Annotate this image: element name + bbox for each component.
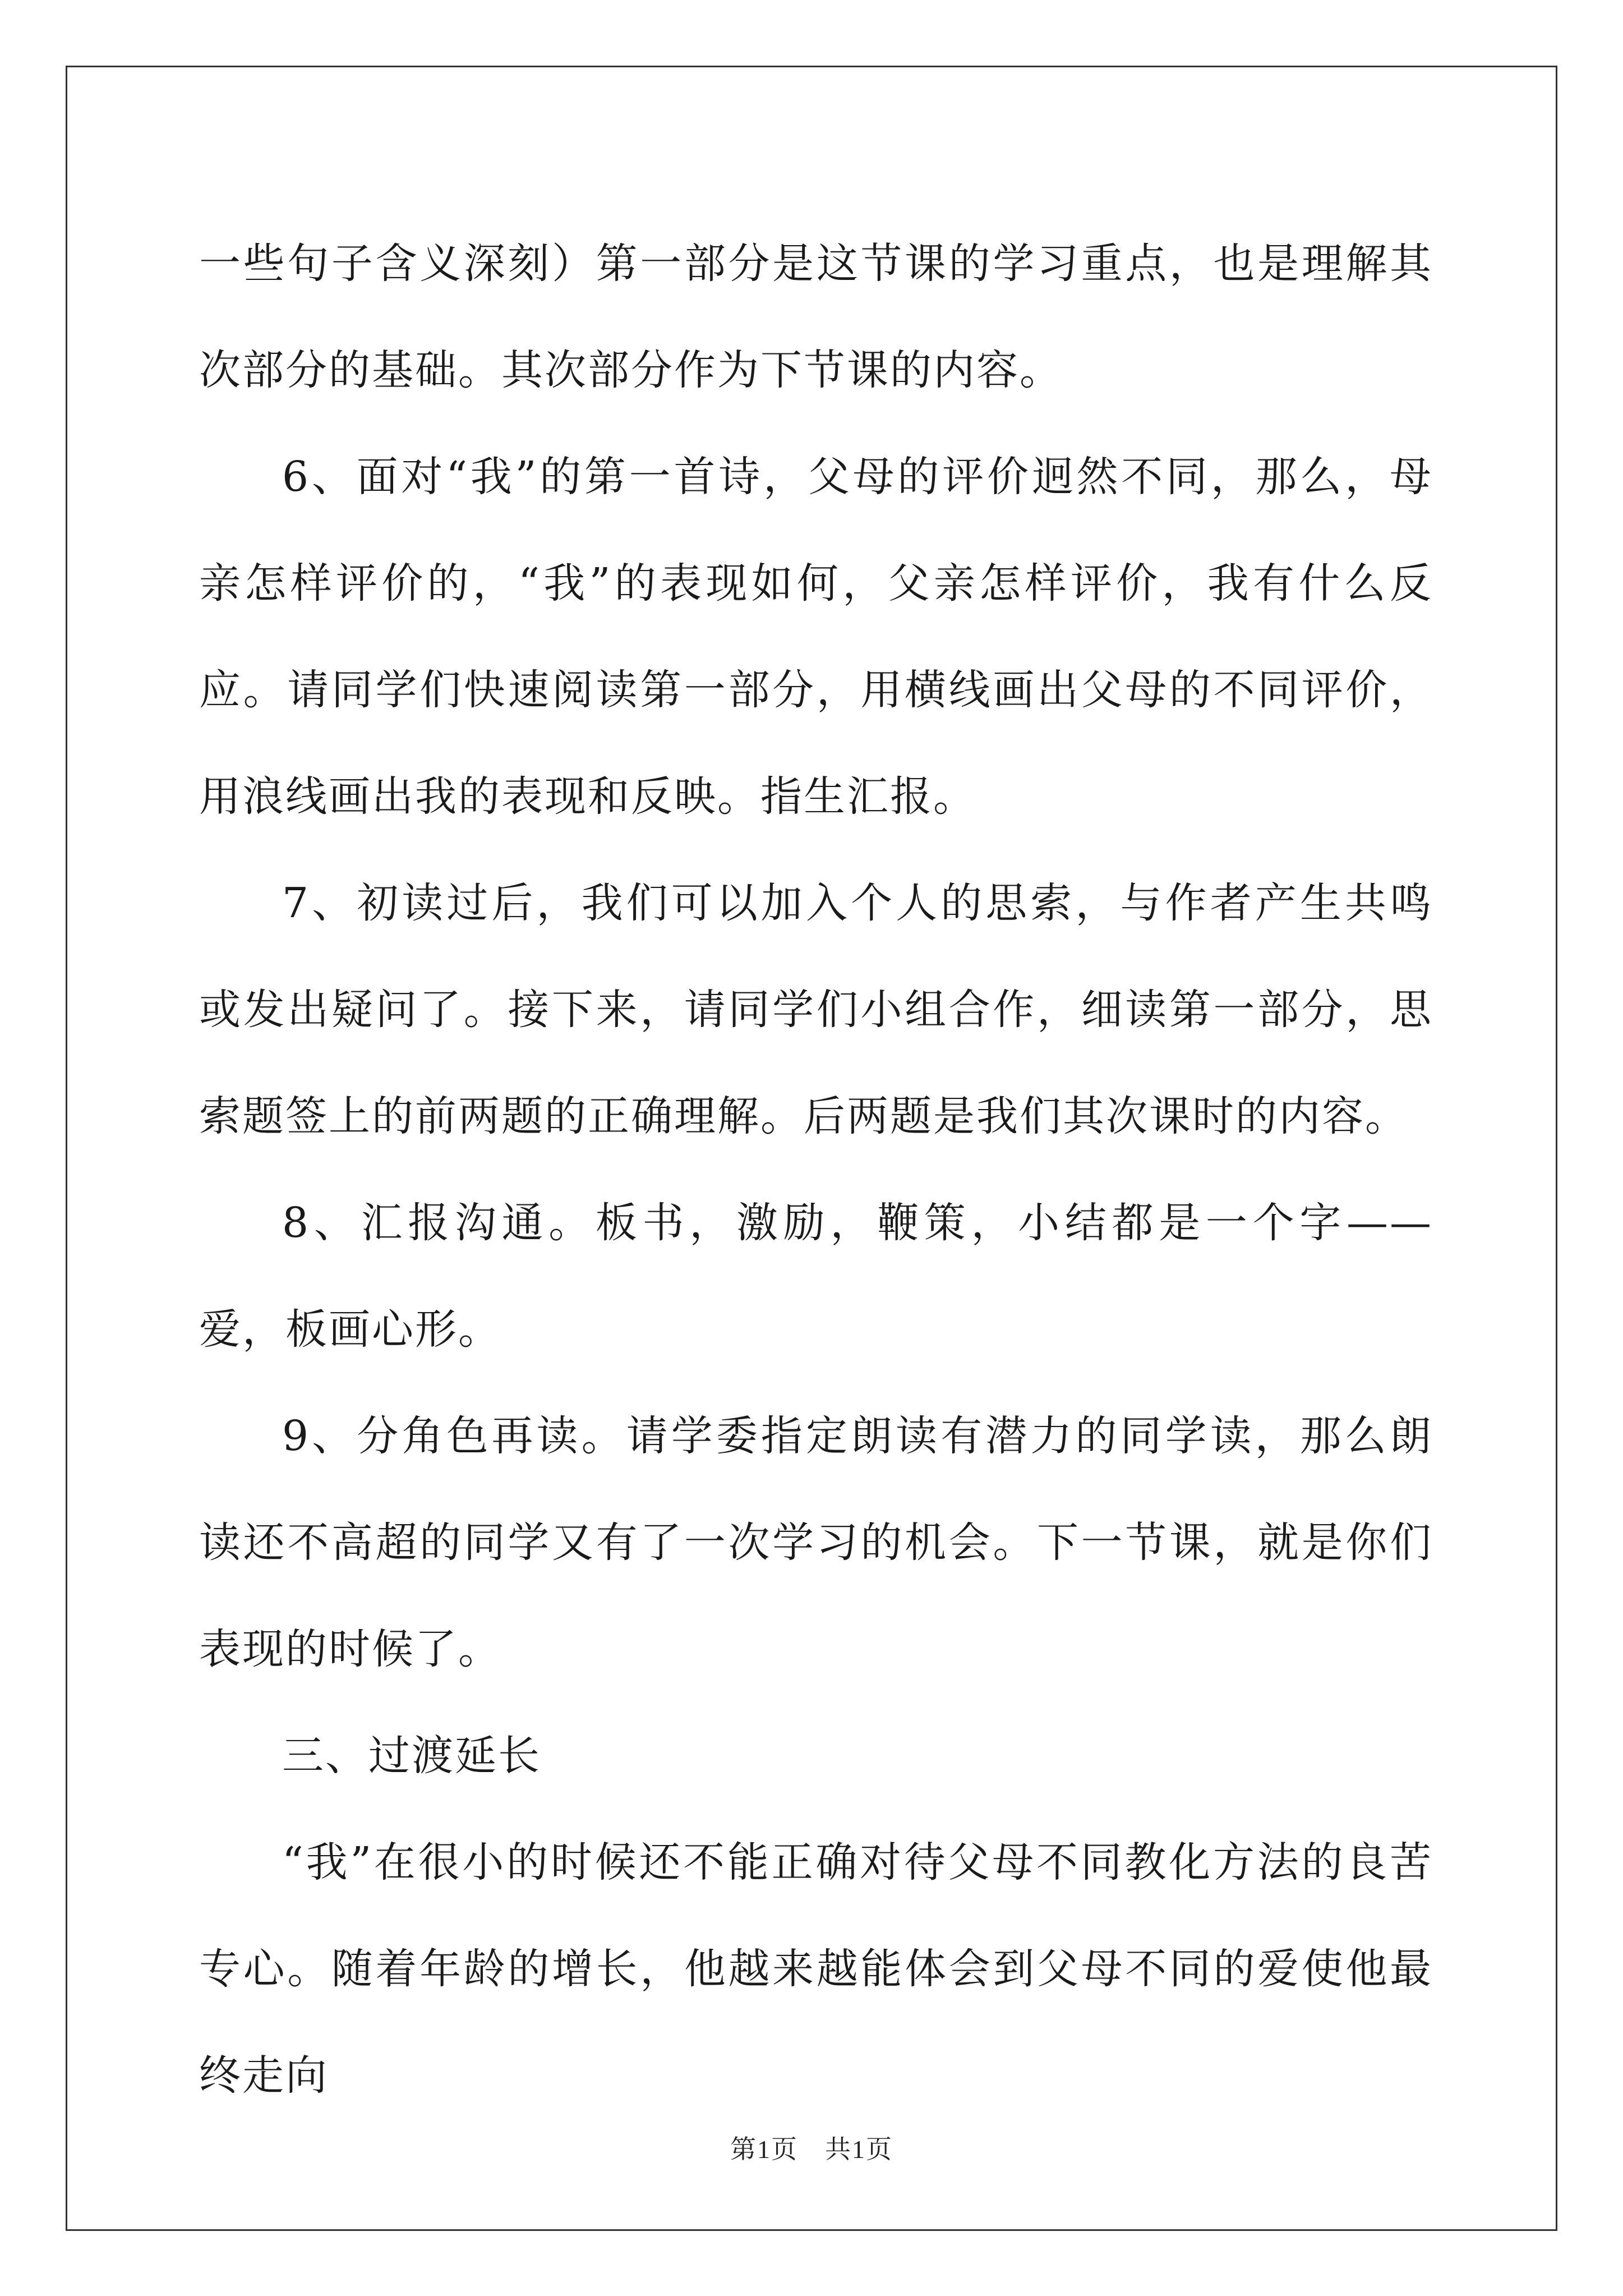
page-footer: 第1页 共1页 <box>730 2135 893 2164</box>
paragraph-item-9: 9、分角色再读。请学委指定朗读有潜力的同学读，那么朗读还不高超的同学又有了一次学习的机会。下一节课，就是你们表现的时候了。 <box>199 1412 1433 1673</box>
section-heading-transition: 三、过渡延长 <box>282 1732 541 1780</box>
document-body <box>199 210 1433 2129</box>
paragraph-transition-body: “我”在很小的时候还不能正确对待父母不同教化方法的良苦专心。随着年龄的增长，他越来越能体会到父母不同的爱使他最终走向 <box>199 1838 1433 2100</box>
paragraph-item-8: 8、汇报沟通。板书，激励，鞭策，小结都是一个字——爱，板画心形。 <box>199 1199 1433 1354</box>
paragraph-item-7: 7、初读过后，我们可以加入个人的思索，与作者产生共鸣或发出疑问了。接下来，请同学们小组合作，细读第一部分，思索题签上的前两题的正确理解。后两题是我们其次课时的内容。 <box>199 879 1433 1140</box>
paragraph-continuation: 一些句子含义深刻）第一部分是这节课的学习重点，也是理解其次部分的基础。其次部分作为下节课的内容。 <box>199 240 1433 394</box>
paragraph-item-6: 6、面对“我”的第一首诗，父母的评价迥然不同，那么，母亲怎样评价的，“我”的表现如何，父亲怎样评价，我有什么反应。请同学们快速阅读第一部分，用横线画出父母的不同评价，用浪线画出我的表现和反映。指生汇报。 <box>199 453 1433 821</box>
